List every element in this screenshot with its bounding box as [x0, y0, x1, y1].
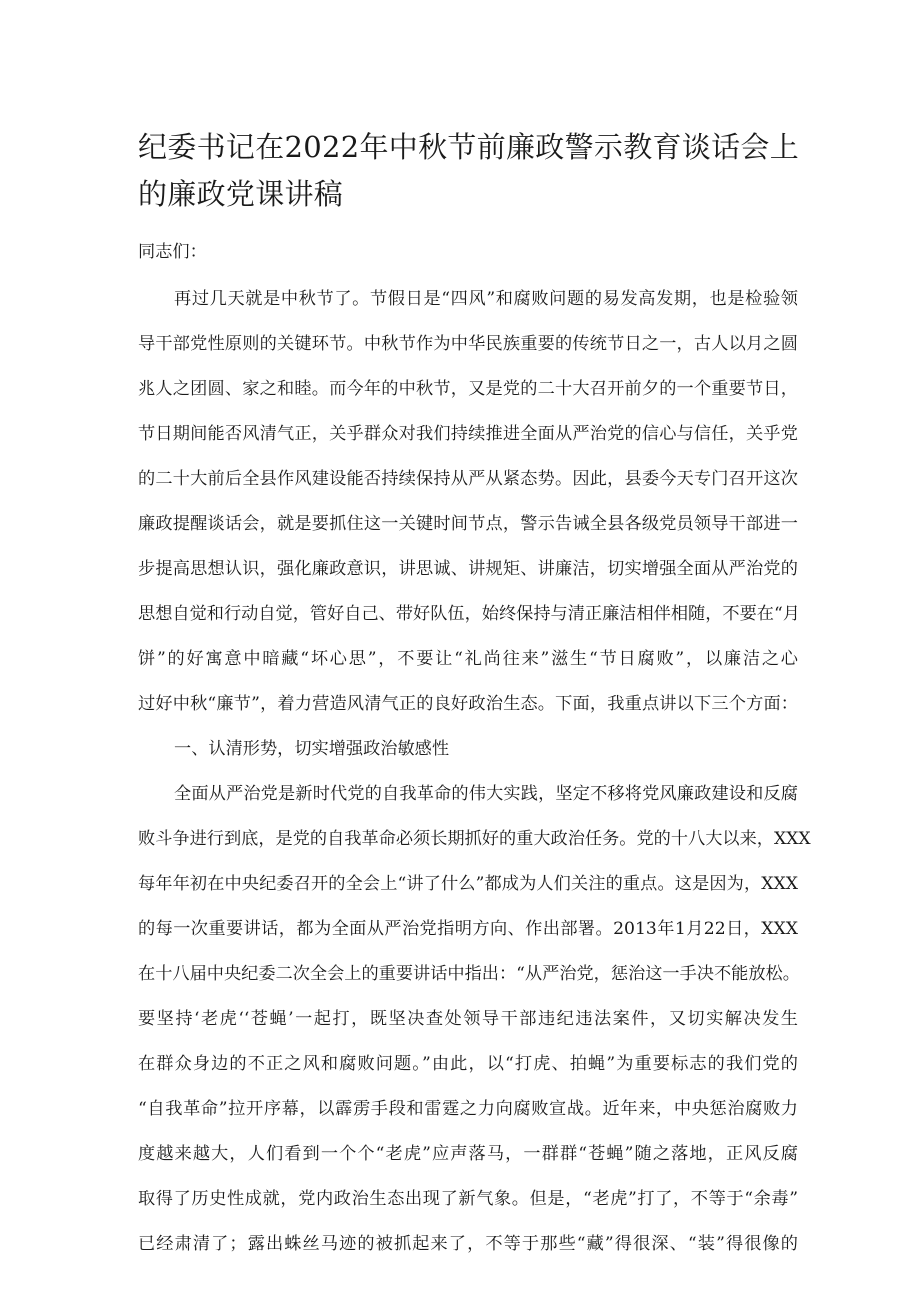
paragraph-2-line: 每年年初在中央纪委召开的全会上“讲了什么”都成为人们关注的重点。这是因为，XXX	[138, 874, 798, 894]
paragraph-1-line: 兆人之团圆、家之和睦。而今年的中秋节，又是党的二十大召开前夕的一个重要节日，	[138, 379, 798, 399]
paragraph-1-line: 步提高思想认识，强化廉政意识，讲思诚、讲规矩、讲廉洁，切实增强全面从严治党的	[138, 559, 798, 579]
paragraph-2-line: 的每一次重要讲话，都为全面从严治党指明方向、作出部署。2013年1月22日，XXX	[138, 919, 798, 939]
salutation: 同志们：	[138, 242, 207, 262]
paragraph-2-line: 已经肃清了；露出蛛丝马迹的被抓起来了，不等于那些“藏”得很深、“装”得很像的	[138, 1234, 798, 1254]
paragraph-1-line: 导干部党性原则的关键环节。中秋节作为中华民族重要的传统节日之一，古人以月之圆	[138, 334, 798, 354]
paragraph-2-line: 度越来越大，人们看到一个个“老虎”应声落马，一群群“苍蝇”随之落地，正风反腐	[138, 1144, 798, 1164]
paragraph-2-line: 在十八届中央纪委二次全会上的重要讲话中指出：“从严治党，惩治这一手决不能放松。	[138, 964, 800, 984]
paragraph-2-line: 全面从严治党是新时代党的自我革命的伟大实践，坚定不移将党风廉政建设和反腐	[174, 784, 798, 804]
paragraph-2-line: 在群众身边的不正之风和腐败问题。”由此，以“打虎、拍蝇”为重要标志的我们党的	[138, 1054, 798, 1074]
paragraph-1-line: 再过几天就是中秋节了。节假日是“四风”和腐败问题的易发高发期，也是检验领	[174, 289, 798, 309]
paragraph-2-line: 取得了历史性成就，党内政治生态出现了新气象。但是，“老虎”打了，不等于“余毒”	[138, 1189, 798, 1209]
paragraph-1-line: 过好中秋“廉节”，着力营造风清气正的良好政治生态。下面，我重点讲以下三个方面：	[138, 694, 798, 714]
paragraph-2-line: 败斗争进行到底，是党的自我革命必须长期抓好的重大政治任务。党的十八大以来，XXX	[138, 829, 811, 849]
section-heading-1: 一、认清形势，切实增强政治敏感性	[174, 739, 450, 759]
paragraph-1-line: 思想自觉和行动自觉，管好自己、带好队伍，始终保持与清正廉洁相伴相随，不要在“月	[138, 604, 800, 624]
paragraph-1-line: 廉政提醒谈话会，就是要抓住这一关键时间节点，警示告诫全县各级党员领导干部进一	[138, 514, 798, 534]
paragraph-1-line: 饼”的好寓意中暗藏“坏心思”，不要让“礼尚往来”滋生“节日腐败”，以廉洁之心	[138, 649, 798, 669]
document-title	[138, 124, 798, 218]
paragraph-2-line: 要坚持‘老虎‘‘苍蝇’一起打，既坚决查处领导干部违纪违法案件，又切实解决发生	[138, 1009, 798, 1029]
paragraph-2-line: “自我革命”拉开序幕，以霹雳手段和雷霆之力向腐败宣战。近年来，中央惩治腐败力	[138, 1099, 798, 1119]
title-line-1: 纪委书记在2022年中秋节前廉政警示教育谈话会上	[138, 130, 800, 164]
title-line-2: 的廉政党课讲稿	[138, 177, 344, 211]
paragraph-1-line: 节日期间能否风清气正，关乎群众对我们持续推进全面从严治党的信心与信任，关乎党	[138, 424, 798, 444]
paragraph-1-line: 的二十大前后全县作风建设能否持续保持从严从紧态势。因此，县委今天专门召开这次	[138, 469, 798, 489]
